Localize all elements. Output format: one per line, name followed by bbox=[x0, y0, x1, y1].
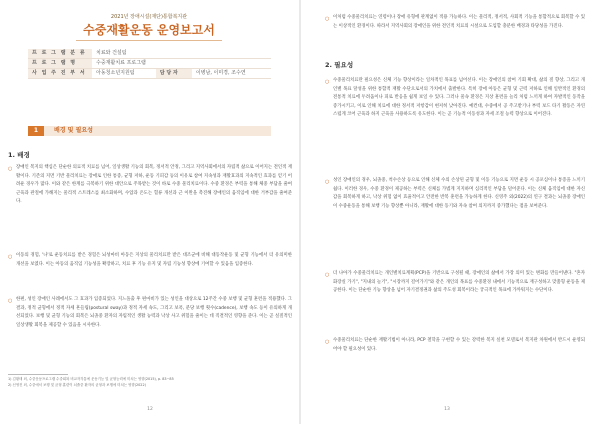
page-number: 12 bbox=[147, 407, 153, 412]
page-number: 13 bbox=[444, 407, 450, 412]
paragraph: 더 나아가 수중물리치료는 개인별치료계획(PCP)을 기반으로 구성될 때, 장애인의 삶에서 가장 의미 있는 변화를 만들어낸다. "혼자 화장실 가기", "지내의 놀기", "시장까지 걸어가기"와 같은 개인의 목표를 수중환경 내에서 기능적으로 재구성하고 맞춤형 운동을 제공한다. 이는 단순한 기능 향상을 넘어 자기결정권과 삶의 주도성 회복이라는 궁극적인 목표에 가까워지는 수단이다. bbox=[333, 271, 585, 294]
report-subtitle: 2021년 장애시설(재단)통합복지관 bbox=[110, 14, 188, 20]
report-title-block bbox=[76, 14, 222, 54]
bullet-icon: ○ bbox=[325, 339, 330, 345]
info-value: 치료와 건설팀 bbox=[92, 49, 271, 59]
section-number: 1 bbox=[28, 126, 44, 136]
paragraph: 이처럼 수중물리치료는 연령이나 장애 유형에 관계없이 적용 가능하다. 이는 물리적, 정서적, 사회적 기능을 통합적으로 회복할 수 있는 이상적인 환경이다. 따라서 지역사회의 장애인을 위한 전인적 치료의 시설으로 도입할 충분한 배경과 타당성을 가진다. bbox=[333, 15, 585, 29]
info-value: 수중재활치료 프로그램 bbox=[92, 59, 271, 69]
footnote: 2) 신영진 외, 수중에서 보행 및 균형 훈련이 뇌졸중 환자의 균형과 보행에 미치는 영향(2022) bbox=[8, 383, 146, 387]
heading-necessity: 2. 필요성 bbox=[325, 61, 354, 69]
footnote-divider bbox=[8, 374, 68, 375]
info-label: 사 업 주 진 부 서 bbox=[28, 69, 92, 79]
title-divider bbox=[76, 40, 222, 41]
bullet-icon: ○ bbox=[325, 79, 330, 85]
paragraph: 성인 장애인의 경우, 뇌졸중, 척수손상 등으로 인해 신체 수의 손상된 균형 및 이동 기능으로 지면 운동 시 공포심이나 통증을 느끼기 쉽다. 이러한 경우, 수중 환경이 제공하는 부력은 신체를 가볍게 지지하며 심리적인 부담을 덜어준다. 이는 신체 움직임에 대한 자신감을 회복하게 하고, 낙상 위험 없이 효율적이고 안전한 반복 훈련을 가능하게 한다. 신영주 외(2022)의 연구 결과는 뇌졸중 장애인이 수중운동을 통해 보행 기능 향상뿐 아니라, 재활에 대한 동기와 자속 참여 의지까지 증가했다는 점을 보여준다. bbox=[333, 178, 585, 209]
info-label: 프 로 그 램 분 류 bbox=[28, 49, 92, 59]
heading-background: 1. 배경 bbox=[8, 151, 30, 159]
info-label: 프 로 그 램 명 bbox=[28, 59, 92, 69]
info-row-department bbox=[28, 69, 271, 79]
paragraph: 이동의 경험, '나'로 운동치료를 받은 경험은 뇌성마비 아동은 지상의 물리치료만 받은 대조군에 비해 대동작운동 및 균형 기능에서 더 유의미한 개선을 보였다. 이는 아동의 움직임 기능성을 확장하고, 치료 후 기능 유지 및 자립 기능성 향상에 기여할 수 있음을 입증한다. bbox=[16, 253, 292, 267]
paragraph: 장애인 복지의 핵심은 단순한 의료적 치료를 넘어, 일상생활 기능의 회복, 정서적 안정, 그리고 지역사회에서의 자립적 삶으로 이어지는 전인적 재활이다. 기존의 지면 기반 물리치료는 장애로 인한 통증, 균형 저하, 운동 기피감 등의 이유로 참여 지속성과 재활효과의 지속적인 효과를 얻기 어려운 경우가 많다. 이와 같은 한계를 극복하기 위한 대안으로 주목받는 것이 바로 수중 물리치료이다. 수중 환경은 부력을 통해 체중 부담을 줄여 근육과 관절에 가해지는 물리적 스트레스를 최소화하며, 수압과 온도는 혈류 개선과 근 이완을 촉진해 장애인의 움직임에 대한 거부감을 줄여준다. bbox=[16, 165, 292, 205]
footnote: 1) 김황태 외, 수중운동프로그램 수중회복 비교자각통에 운동기능 및 균형능력에 미치는 영향(2015), p. 83~85 bbox=[8, 377, 174, 381]
bullet-icon: ○ bbox=[325, 16, 330, 22]
info-row-category bbox=[28, 49, 271, 59]
info-value: 이병남, 이미경, 조수연 bbox=[192, 69, 271, 79]
bullet-icon: ○ bbox=[8, 254, 13, 260]
section-header bbox=[28, 126, 271, 136]
program-info-table bbox=[28, 49, 271, 79]
bullet-icon: ○ bbox=[8, 298, 13, 304]
paragraph: 수중물리치료란 필요성은 신체 기능 향상이라는 일차적인 목표를 넘어선다. 이는 장애인의 참여 기회 확대, 삶의 질 향상, 그리고 개인별 목표 달성을 위한 통합적 재활 수단으로서의 가치에서 출발한다. 특히 장애 아동은 균형 및 근력 저하로 인해 일반적인 환경의 전통적 치료에 두려움이나 피로 반응을 쉽게 보일 수 있다. 그러나 물속 환경은 지상 훈련을 늘리 처럼 느끼게 하여 자발적인 동작을 증가시키고, 이로 인해 치료에 대한 정서적 저항감이 현저히 낮아진다. 예컨대, 수중에서 공 주고받기나 부력 보드 타기 활동은 자연스럽게 코어 근육과 하지 근육을 사용하도록 유도한다. 이는 곧 기능적 이동성과 자세 조절 능력 향상으로 이어진다. bbox=[333, 78, 585, 118]
report-title: 수중재활운동 운영보고서 bbox=[83, 23, 215, 37]
paragraph: 한편, 성인 장애인 사례에서도 그 효과가 입증되었다. 지느돌출 후 편마비가 있는 성인을 대상으로 12주간 수중 보행 및 균형 훈련을 적용했다. 그 결과, 정적 균형에서 정적 자세 흔들림(postural sway)과 정적 자세 속도, 그리고 보폭, 분당 보행 횟수(cadence), 보행 속도 등이 유의하게 개선되었다. 보행 및 균형 기능의 회복은 뇌졸중 환자의 자립적인 생활 능력과 낙상 사고 위험을 줄이는 데 직결적인 영향을 준다. 이는 곧 실질적인 일상생활 회복을 제공할 수 있음을 시사한다. bbox=[16, 297, 292, 328]
bullet-icon: ○ bbox=[325, 272, 330, 278]
right-page bbox=[301, 0, 600, 424]
info-row-program bbox=[28, 59, 271, 69]
left-page bbox=[0, 0, 299, 424]
info-label: 담 당 자 bbox=[156, 69, 192, 79]
bullet-icon: ○ bbox=[8, 166, 13, 172]
section-title: 배경 및 필요성 bbox=[54, 127, 93, 134]
info-value: 아동청소년지원팀 bbox=[92, 69, 156, 79]
bullet-icon: ○ bbox=[325, 179, 330, 185]
paragraph: 수중물리치료는 단순한 재활기법이 아니라, PCP 철학을 구현할 수 있는 강력한 복지 실천 모델로서 복지관 차원에서 반드시 운영되어야 할 필요성이 있다. bbox=[333, 338, 585, 352]
